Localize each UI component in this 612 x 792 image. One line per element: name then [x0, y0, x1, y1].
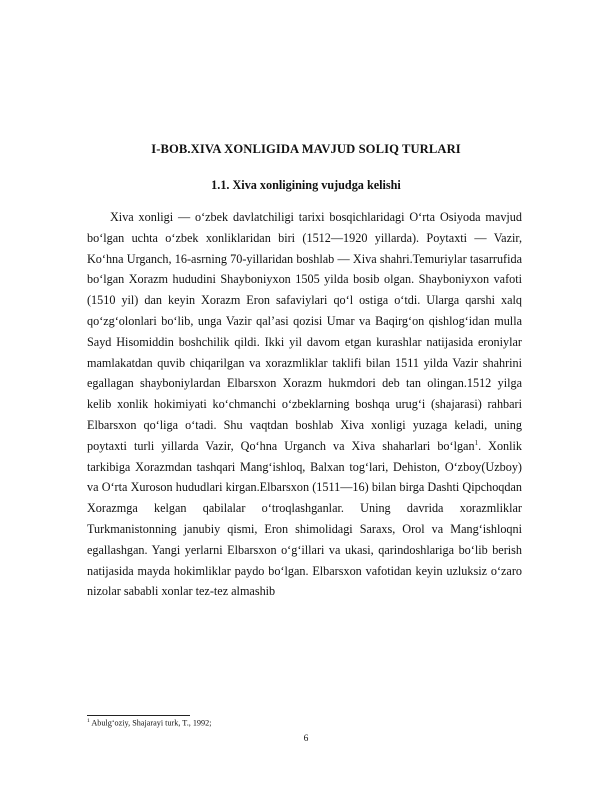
paragraph-text-after-note: . Xonlik tarkibiga Xorazmdan tashqari Mang‘ishloq, Balxan tog‘lari, Dehiston, O‘zboy(Uzboy) va O‘rta Xuroson hududlari kirgan.Elbarsxon (1511—16) bilan birga Dashti Qipchoqdan Xorazmga kelgan qabilalar o‘troqlashganlar. Uning davrida xorazmliklar Turkmanistonning janubiy qismi, Eron shimolidagi Saraxs, Orol va Mang‘ishloqni egallashgan. Yangi yerlarni Elbarsxon o‘g‘illari va ukasi, qarindoshlariga bo‘lib berish natijasida mayda hokimliklar paydo bo‘lgan. Elbarsxon vafotidan keyin uzluksiz o‘zaro nizolar sababli xonlar tez-tez almashib: [87, 438, 522, 599]
footnote-reference[interactable]: 1: [474, 438, 479, 447]
footnote-divider: [87, 715, 190, 716]
page-number: 6: [303, 734, 309, 744]
paragraph-text-before-note: Xiva xonligi — o‘zbek davlatchiligi tarixi bosqichlaridagi O‘rta Osiyoda mavjud bo‘lgan uchta o‘zbek xonliklaridan biri (1512—1920 yillarda). Poytaxti — Vazir, Ko‘hna Urganch, 16-asrning 70-yillaridan boshlab — Xiva shahri.Temuriylar tasarrufida bo‘lgan Xorazm hududini Shayboniyxon 1505 yilda bosib olgan. Shayboniyxon vafoti (1510 yil) dan keyin Xorazm Eron safaviylari qo‘l ostiga o‘tdi. Ularga qarshi xalq qo‘zg‘olonlari bo‘lib, unga Vazir qal’asi qozisi Umar va Baqirg‘on qishlog‘idan mulla Sayd Hisomiddin boshchilik qildi. Ikki yil davom etgan kurashlar natijasida eroniylar mamlakatdan quvib chiqarilgan va xorazmliklar taklifi bilan 1511 yilda Vazir shahrini egallagan shayboniylardan Elbarsxon Xorazm hukmdori deb tan olingan.1512 yilga kelib xonlik hokimiyati ko‘chmanchi o‘zbeklarning boshqa urug‘i (shajarasi) rahbari Elbarsxon qo‘liga o‘tadi. Shu vaqtdan boshlab Xiva xonligi yuzaga keladi, uning poytaxti turli yillarda Vazir, Qo‘hna Urganch va Xiva shaharlari bo‘lgan: [87, 210, 522, 453]
section-title: 1.1. Xiva xonligining vujudga kelishi: [211, 178, 401, 192]
footnote-mark: 1: [87, 718, 90, 724]
footnote: [87, 718, 211, 728]
footnote-text: Abulg‘oziy, Shajarayi turk, T., 1992;: [89, 718, 212, 728]
chapter-title: I-BOB.XIVA XONLIGIDA MAVJUD SOLIQ TURLARI: [151, 142, 461, 156]
body-paragraph: [87, 207, 522, 602]
